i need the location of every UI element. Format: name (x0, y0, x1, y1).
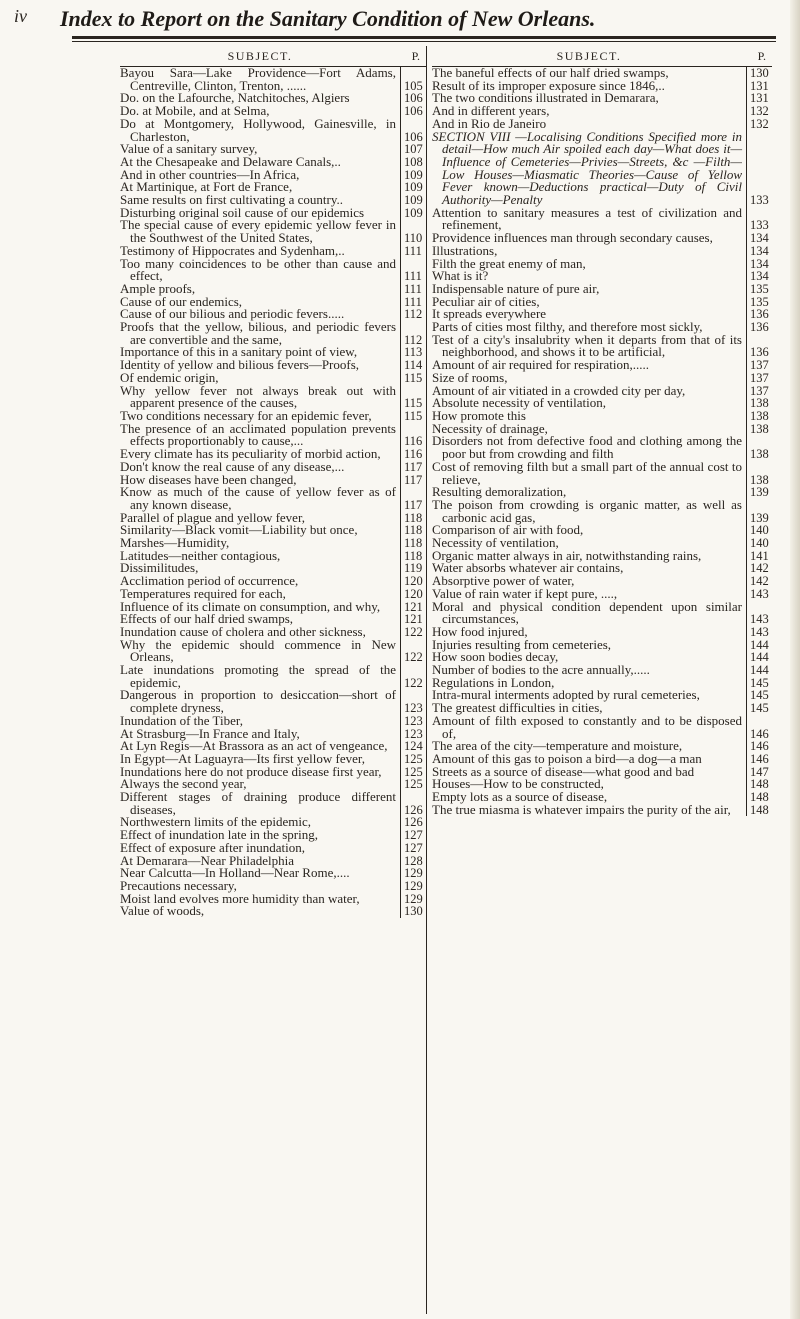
index-entry-page: 117 (400, 474, 426, 487)
index-entry-text: Influence of its climate on consumption, and why, (120, 598, 381, 614)
index-entry-text: SECTION VIII —Localising Conditions Specified more in detail—How much Air spoiled each day—What does it—Influence of Cemeteries—Privies—Streets, &c —Filth—Low Houses—Miasmatic Theories—Cause of Yellow Fever known—Deductions practical—Duty of Civil Authority—Penalty (432, 128, 742, 208)
index-entry-text: Water absorbs whatever air contains, (432, 560, 624, 576)
index-entry-page: 123 (400, 689, 426, 714)
index-entry-text: Providence influences man through secondary causes, (432, 230, 713, 246)
index-entry-text: Ample proofs, (120, 280, 196, 296)
index-entry-text: The true miasma is whatever impairs the purity of the air, (432, 801, 731, 817)
index-entry-page: 106 (400, 92, 426, 105)
index-entry (432, 712, 772, 741)
index-entry-page: 105 (400, 67, 426, 92)
index-entry-page: 135 (746, 296, 772, 309)
index-entry-page: 142 (746, 575, 772, 588)
index-entry-text: Of endemic origin, (120, 369, 219, 385)
index-entry-text: Dissimilitudes, (120, 560, 199, 576)
index-entry-text: Result of its improper exposure since 1846,.. (432, 77, 665, 93)
index-entry (120, 664, 426, 689)
index-entry-page: 123 (400, 715, 426, 728)
right-entries (432, 67, 772, 816)
index-entry (120, 219, 426, 244)
index-entry-text: Too many coincidences to be other than cause and effect, (120, 255, 396, 284)
index-entry-page: 132 (746, 105, 772, 118)
index-entry-text: Value of woods, (120, 903, 205, 919)
index-entry-page: 136 (746, 321, 772, 334)
index-entry (120, 486, 426, 511)
header-rule (72, 36, 776, 39)
index-entry-page: 111 (400, 283, 426, 296)
index-entry (120, 420, 426, 449)
index-entry-page: 147 (746, 766, 772, 779)
index-entry (432, 496, 772, 525)
index-entry-page: 109 (400, 169, 426, 182)
index-entry-page: 138 (746, 461, 772, 486)
index-entry-text: Resulting demoralization, (432, 484, 567, 500)
index-entry (120, 689, 426, 714)
index-entry-text: Intra-mural interments adopted by rural cemeteries, (432, 687, 700, 703)
index-entry-page: 126 (400, 816, 426, 829)
index-entry-text: Moral and physical condition dependent upon similar circumstances, (432, 598, 742, 627)
index-entry-text: Necessity of drainage, (432, 420, 548, 436)
index-entry-page: 109 (400, 181, 426, 194)
index-entry (120, 115, 426, 144)
index-entry (120, 905, 426, 918)
index-entry-page: 114 (400, 359, 426, 372)
index-entry-text: Do. at Mobile, and at Selma, (120, 103, 270, 119)
index-entry-text: Amount of air vitiated in a crowded city per day, (432, 382, 686, 398)
index-entry-text: Same results on first cultivating a country.. (120, 192, 343, 208)
index-entry-text: Test of a city's insalubrity when it departs from that of its neighborhood, and shows it to be artificial, (432, 331, 742, 360)
index-entry-text: Illustrations, (432, 242, 498, 258)
index-entry-page: 146 (746, 740, 772, 753)
index-entry-text: Regulations in London, (432, 674, 555, 690)
index-entry-page: 146 (746, 715, 772, 740)
index-entry-page: 140 (746, 537, 772, 550)
index-entry-page: 125 (400, 753, 426, 766)
index-entry-page: 123 (400, 728, 426, 741)
index-entry-text: Absolute necessity of ventilation, (432, 395, 607, 411)
index-entry-text: Marshes—Humidity, (120, 535, 230, 551)
right-column (432, 46, 772, 816)
left-subject-heading: SUBJECT. (227, 49, 293, 63)
index-entry-page: 125 (400, 778, 426, 791)
index-entry-text: Different stages of draining produce different diseases, (120, 789, 396, 817)
index-entry-text: Attention to sanitary measures a test of civilization and refinement, (432, 204, 742, 233)
index-entry-text: Don't know the real cause of any disease,... (120, 458, 345, 474)
index-entry-text: At Lyn Regis—At Brassora as an act of vengeance, (120, 738, 388, 754)
index-entry-page: 134 (746, 232, 772, 245)
index-entry-page: 145 (746, 702, 772, 715)
index-entry-page: 113 (400, 346, 426, 359)
index-entry-page: 106 (400, 118, 426, 143)
index-entry-text: Amount of this gas to poison a bird—a dog—a man (432, 750, 702, 766)
index-entry-page: 135 (746, 283, 772, 296)
index-entry-text: Parallel of plague and yellow fever, (120, 509, 306, 525)
index-entry-text: Dangerous in proportion to desiccation—short of complete dryness, (120, 687, 396, 716)
index-entry-text: Peculiar air of cities, (432, 293, 540, 309)
index-entry-page: 137 (746, 359, 772, 372)
index-entry-page: 126 (400, 791, 426, 816)
index-entry-text: Amount of air required for respiration,..... (432, 357, 649, 373)
index-entry-text: Moist land evolves more humidity than water, (120, 890, 360, 906)
index-entry (432, 435, 772, 460)
index-entry-text: The special cause of every epidemic yellow fever in the Southwest of the United States, (120, 217, 396, 246)
index-entry-text: Inundation of the Tiber, (120, 712, 243, 728)
index-entry-page: 120 (400, 575, 426, 588)
index-entry-text: What is it? (432, 268, 489, 284)
index-entry-page: 130 (400, 905, 426, 918)
index-entry-text: Precautions necessary, (120, 878, 237, 893)
index-entry-page: 121 (400, 613, 426, 626)
index-entry (432, 801, 772, 817)
index-entry-page: 129 (400, 880, 426, 893)
index-entry-page: 148 (746, 791, 772, 804)
index-entry-text: Proofs that the yellow, bilious, and periodic fevers are convertible and the same, (120, 319, 396, 347)
index-entry-text: Inundations here do not produce disease first year, (120, 763, 382, 779)
index-entry-page: 138 (746, 397, 772, 410)
index-entry-page: 112 (400, 308, 426, 321)
index-entry-text: Value of a sanitary survey, (120, 141, 258, 157)
index-entry-page: 144 (746, 651, 772, 664)
index-entry-page: 122 (400, 639, 426, 664)
index-entry-page: 139 (746, 499, 772, 524)
index-entry-text: Know as much of the cause of yellow fever as of any known disease, (120, 484, 396, 512)
index-entry (432, 204, 772, 233)
index-entry-text: How soon bodies decay, (432, 649, 559, 665)
index-entry-text: At Strasburg—In France and Italy, (120, 725, 300, 741)
index-entry-page: 124 (400, 740, 426, 753)
index-entry-text: Effect of inundation late in the spring, (120, 827, 318, 843)
index-entry-page: 136 (746, 334, 772, 359)
index-entry-text: It spreads everywhere (432, 306, 547, 322)
index-entry-page: 136 (746, 308, 772, 321)
index-entry-page: 125 (400, 766, 426, 779)
index-entry-page: 131 (746, 80, 772, 93)
index-entry-text: And in different years, (432, 103, 550, 119)
column-divider (426, 46, 427, 1314)
index-entry-page: 106 (400, 105, 426, 118)
index-entry-text: Testimony of Hippocrates and Sydenham,.. (120, 242, 345, 258)
index-entry-text: Comparison of air with food, (432, 522, 584, 538)
index-entry-page: 133 (746, 131, 772, 207)
index-entry-page: 145 (746, 689, 772, 702)
index-entry (432, 458, 772, 487)
index-entry-page: 109 (400, 207, 426, 220)
index-entry-page: 118 (400, 512, 426, 525)
page-edge (790, 0, 800, 1319)
index-entry-text: Filth the great enemy of man, (432, 255, 586, 271)
index-entry-page: 138 (746, 423, 772, 436)
index-entry-text: Do. on the Lafourche, Natchitoches, Algiers (120, 90, 350, 106)
index-entry-text: And in other countries—In Africa, (120, 166, 300, 182)
index-entry-text: Empty lots as a source of disease, (432, 789, 608, 805)
index-entry-page: 148 (746, 804, 772, 817)
index-entry-page: 134 (746, 258, 772, 271)
index-entry-text: Size of rooms, (432, 369, 508, 385)
page-title: Index to Report on the Sanitary Condition of New Orleans. (60, 6, 596, 31)
index-entry-text: The two conditions illustrated in Demarara, (432, 90, 659, 106)
index-entry-page: 143 (746, 601, 772, 626)
index-entry-page: 111 (400, 258, 426, 283)
index-entry-page: 121 (400, 601, 426, 614)
index-entry-text: The baneful effects of our half dried swamps, (432, 65, 669, 80)
index-entry-page: 115 (400, 410, 426, 423)
index-entry-text: Organic matter always in air, notwithstanding rains, (432, 547, 702, 563)
left-page-heading: P. (411, 49, 420, 63)
index-entry-text: At Demarara—Near Philadelphia (120, 852, 294, 868)
index-entry-text: Disorders not from defective food and clothing among the poor but from crowding and filth (432, 433, 742, 462)
index-entry-page: 116 (400, 448, 426, 461)
index-entry (432, 128, 772, 208)
index-entry-text: How food injured, (432, 623, 528, 639)
index-entry-text: Inundation cause of cholera and other sickness, (120, 623, 366, 639)
index-entry-text: Do at Montgomery, Hollywood, Gainesville, in Charleston, (120, 115, 396, 144)
index-entry-page: 120 (400, 588, 426, 601)
index-entry-text: The presence of an acclimated population prevents effects proportionably to cause,... (120, 420, 396, 449)
index-entry-page: 133 (746, 207, 772, 232)
index-entry-text: Necessity of ventilation, (432, 535, 559, 551)
index-entry-text: Identity of yellow and bilious fevers—Proofs, (120, 357, 360, 373)
page-folio: iv (14, 6, 27, 26)
index-entry-page: 115 (400, 385, 426, 410)
index-entry-page: 127 (400, 829, 426, 842)
index-entry-page: 118 (400, 537, 426, 550)
index-entry-text: Number of bodies to the acre annually,..... (432, 662, 650, 678)
index-entry-page: 132 (746, 118, 772, 131)
index-entry-text: Every climate has its peculiarity of morbid action, (120, 446, 381, 462)
index-entry-text: Always the second year, (120, 776, 247, 792)
index-entry (120, 791, 426, 816)
index-entry-page: 148 (746, 778, 772, 791)
left-entries (120, 67, 426, 918)
index-entry-text: Indispensable nature of pure air, (432, 280, 600, 296)
index-entry-page: 107 (400, 143, 426, 156)
index-entry-page: 109 (400, 194, 426, 207)
index-entry-text: The greatest difficulties in cities, (432, 700, 603, 716)
right-subject-heading: SUBJECT. (556, 49, 622, 63)
index-entry-page: 119 (400, 562, 426, 575)
index-entry (120, 636, 426, 665)
index-entry-text: Near Calcutta—In Holland—Near Rome,.... (120, 865, 350, 881)
index-entry (120, 255, 426, 284)
header-rule-thin (72, 41, 776, 42)
index-entry-page: 143 (746, 588, 772, 601)
index-entry-page: 117 (400, 461, 426, 474)
right-column-header (432, 46, 772, 67)
index-entry-text: Cause of our endemics, (120, 293, 243, 309)
index-entry-page: 138 (746, 410, 772, 423)
left-column-header (120, 46, 426, 67)
index-entry-page: 111 (400, 245, 426, 258)
left-column (120, 46, 426, 918)
index-entry (120, 382, 426, 411)
index-entry-text: Why the epidemic should commence in New Orleans, (120, 636, 396, 665)
index-entry-page: 143 (746, 626, 772, 639)
index-entry-text: At Martinique, at Fort de France, (120, 179, 293, 195)
index-entry-text: Effect of exposure after inundation, (120, 839, 305, 855)
index-entry-text: The area of the city—temperature and moisture, (432, 738, 683, 754)
index-entry-page: 122 (400, 664, 426, 689)
index-entry-page: 137 (746, 385, 772, 398)
index-entry (120, 67, 426, 92)
index-entry-page: 134 (746, 245, 772, 258)
index-entry-text: Amount of filth exposed to constantly and to be disposed of, (432, 712, 742, 741)
index-entry-page: 130 (746, 67, 772, 80)
index-entry-text: Why yellow fever not always break out with apparent presence of the causes, (120, 382, 396, 411)
index-entry-text: At the Chesapeake and Delaware Canals,.. (120, 153, 341, 169)
index-entry-page: 116 (400, 423, 426, 448)
index-entry-page: 141 (746, 550, 772, 563)
index-entry-text: Houses—How to be constructed, (432, 776, 604, 792)
index-entry-text: How promote this (432, 407, 526, 423)
index-entry-text: And in Rio de Janeiro (432, 115, 547, 131)
index-entry-page: 111 (400, 296, 426, 309)
index-entry-page: 146 (746, 753, 772, 766)
index-entry-page: 108 (400, 156, 426, 169)
index-entry-page: 145 (746, 677, 772, 690)
index-entry-text: Parts of cities most filthy, and therefore most sickly, (432, 319, 703, 335)
index-entry-text: Two conditions necessary for an epidemic fever, (120, 407, 372, 423)
index-entry (120, 321, 426, 346)
index-entry-text: Streets as a source of disease—what good and bad (432, 763, 695, 779)
index-entry-text: Latitudes—neither contagious, (120, 547, 281, 563)
index-entry-page: 115 (400, 372, 426, 385)
index-entry-text: Late inundations promoting the spread of the epidemic, (120, 662, 396, 690)
index-entry-text: The poison from crowding is organic matter, as well as carbonic acid gas, (432, 496, 742, 525)
index-entry-text: Effects of our half dried swamps, (120, 611, 294, 627)
index-entry-text: In Egypt—At Laguayra—Its first yellow fever, (120, 750, 365, 766)
index-entry-text: Similarity—Black vomit—Liability but once, (120, 522, 358, 538)
index-entry-page: 112 (400, 321, 426, 346)
index-entry-page: 140 (746, 524, 772, 537)
index-entry-text: Temperatures required for each, (120, 585, 286, 601)
index-entry-page: 129 (400, 893, 426, 906)
index-entry-text: Cost of removing filth but a small part of the annual cost to relieve, (432, 458, 742, 487)
index-entry-text: Cause of our bilious and periodic fevers..... (120, 306, 345, 322)
index-entry-text: Injuries resulting from cemeteries, (432, 636, 612, 652)
index-entry-text: How diseases have been changed, (120, 471, 297, 487)
index-entry-page: 128 (400, 855, 426, 868)
index-entry-page: 139 (746, 486, 772, 499)
index-entry-page: 117 (400, 486, 426, 511)
index-entry-page: 134 (746, 270, 772, 283)
index-entry-page: 144 (746, 639, 772, 652)
index-entry (432, 598, 772, 627)
index-entry-page: 127 (400, 842, 426, 855)
index-entry-page: 110 (400, 219, 426, 244)
index-entry-text: Value of rain water if kept pure, ...., (432, 585, 618, 601)
index-entry-text: Disturbing original soil cause of our epidemics (120, 204, 365, 220)
index-entry-page: 137 (746, 372, 772, 385)
right-page-heading: P. (757, 49, 766, 63)
index-entry-page: 129 (400, 867, 426, 880)
index-entry-page: 131 (746, 92, 772, 105)
index-entry-text: Absorptive power of water, (432, 573, 575, 589)
index-entry (432, 331, 772, 360)
index-entry-text: Importance of this in a sanitary point of view, (120, 344, 358, 360)
index-entry-page: 142 (746, 562, 772, 575)
index-entry-text: Bayou Sara—Lake Providence—Fort Adams, Centreville, Clinton, Trenton, ...... (120, 65, 396, 93)
index-entry-text: Northwestern limits of the epidemic, (120, 814, 311, 830)
index-entry-page: 118 (400, 550, 426, 563)
index-entry-page: 118 (400, 524, 426, 537)
index-entry-page: 144 (746, 664, 772, 677)
index-entry-text: Acclimation period of occurrence, (120, 573, 299, 589)
index-entry-page: 122 (400, 626, 426, 639)
index-entry-page: 138 (746, 435, 772, 460)
